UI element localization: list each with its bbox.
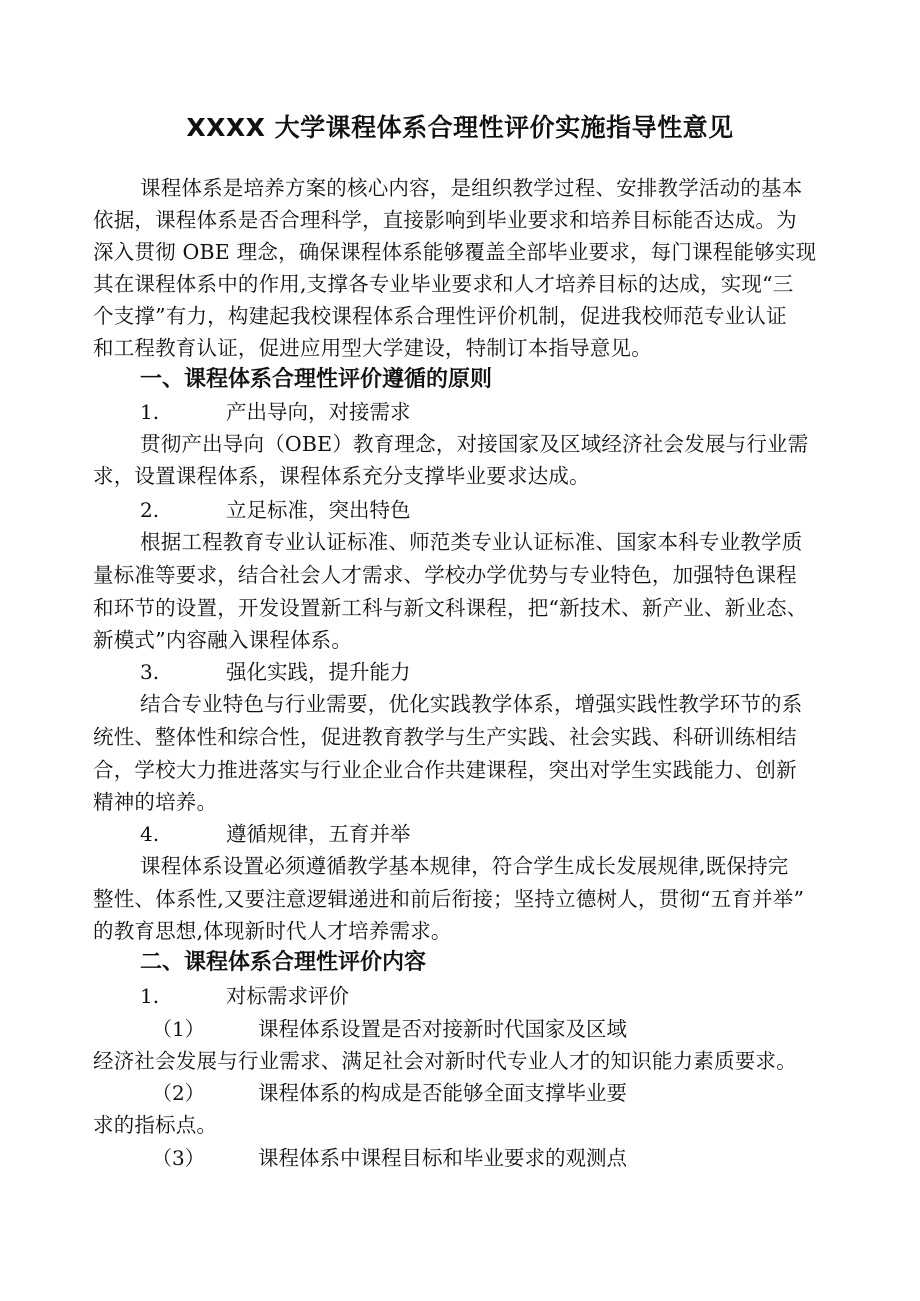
point-text: 课程体系设置是否对接新时代国家及区域 [258,1017,627,1041]
intro-line: 深入贯彻 OBE 理念，确保课程体系能够覆盖全部毕业要求，每门课程能够实现 [93,240,817,264]
item-number: 1. [140,400,160,424]
body-line: 量标准等要求，结合社会人才需求、学校办学优势与专业特色，加强特色课程 [93,563,797,587]
body-line: 课程体系设置必须遵循教学基本规律，符合学生成长发展规律,既保持完 [140,854,789,878]
body-line: 精神的培养。 [93,790,218,814]
body-line: 贯彻产出导向（OBE）教育理念，对接国家及区域经济社会发展与行业需 [140,432,809,456]
point-continuation: 经济社会发展与行业需求、满足社会对新时代专业人才的知识能力素质要求。 [93,1049,797,1073]
intro-line: 和工程教育认证，促进应用型大学建设，特制订本指导意见。 [93,336,652,360]
item-title: 遵循规律，五育并举 [226,822,411,846]
body-line: 的教育思想,体现新时代人才培养需求。 [93,919,452,943]
point-number: （2） [152,1081,205,1105]
body-line: 根据工程教育专业认证标准、师范类专业认证标准、国家本科专业教学质 [140,530,803,554]
body-line: 统性、整体性和综合性，促进教育教学与生产实践、社会实践、科研训练相结 [93,725,797,749]
intro-line: 个支撑”有力，构建起我校课程体系合理性评价机制，促进我校师范专业认证 [93,304,787,328]
body-line: 求，设置课程体系，课程体系充分支撑毕业要求达成。 [93,464,590,488]
intro-line: 依据，课程体系是否合理科学，直接影响到毕业要求和培养目标能否达成。为 [93,208,797,232]
item-title: 强化实践，提升能力 [226,660,411,684]
body-line: 和环节的设置，开发设置新工科与新文科课程，把“新技术、新产业、新业态、 [93,596,808,620]
section-heading: 二、课程体系合理性评价内容 [140,950,427,975]
item-number: 4. [140,822,160,846]
item-number: 2. [140,498,160,522]
point-text: 课程体系的构成是否能够全面支撑毕业要 [258,1081,627,1105]
body-line: 结合专业特色与行业需要，优化实践教学体系，增强实践性教学环节的系 [140,692,803,716]
section-heading: 一、课程体系合理性评价遵循的原则 [140,367,493,392]
body-line: 整性、体系性,又要注意逻辑递进和前后衔接；坚持立德树人，贯彻“五育并举” [93,887,805,911]
point-text: 课程体系中课程目标和毕业要求的观测点 [258,1146,627,1170]
body-line: 新模式”内容融入课程体系。 [93,628,353,652]
item-title: 产出导向，对接需求 [226,400,411,424]
point-number: （1） [152,1017,205,1041]
item-number: 1. [140,984,160,1008]
item-title: 对标需求评价 [226,984,349,1008]
intro-line: 课程体系是培养方案的核心内容，是组织教学过程、安排教学活动的基本 [140,176,803,200]
body-line: 合，学校大力推进落实与行业企业合作共建课程，突出对学生实践能力、创新 [93,758,797,782]
intro-line: 其在课程体系中的作用,支撑各专业毕业要求和人才培养目标的达成，实现“三 [93,272,794,296]
item-title: 立足标准，突出特色 [226,498,411,522]
document-title: XXXX 大学课程体系合理性评价实施指导性意见 [186,113,734,142]
point-number: （3） [152,1146,205,1170]
point-continuation: 求的指标点。 [93,1113,218,1137]
item-number: 3. [140,660,160,684]
